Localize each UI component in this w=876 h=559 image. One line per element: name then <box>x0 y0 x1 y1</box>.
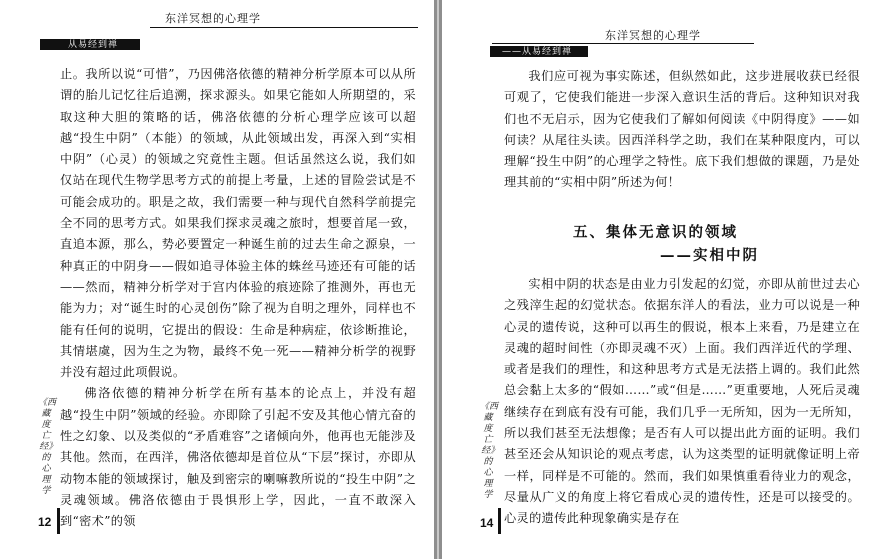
section-subtitle: ——实相中阴 <box>660 248 759 264</box>
section-title: 五、集体无意识的领域 <box>573 225 738 241</box>
page-number-bar <box>498 508 501 534</box>
paragraph: 止。我所以说“可惜”，乃因佛洛依德的精神分析学原本可以从所谓的胎儿记忆往后追溯，探求源头。如果它能如人所期望的，采取这种大胆的策略的话，佛洛依德的分析心理学应该可以超越“投生中阴”（本能）的领域，从此领域出发，再深入到“实相中阴”（心灵）的领域之究竟性主题。但话虽然这么说，我们如仅站在现代生物学思考方式的前提上考量，上述的冒险尝试是不可能会成功的。职是之故，我们需要一种与现代自然科学前提完全不同的思考方式。如果我们探求灵魂之旅时，想要首尾一致，直追本源，那么，势必要置定一种诞生前的过去生命之源泉，一种真正的中阴身——假如追寻体验主体的蛛丝马迹还有可能的话——然而，精神分析学对于宫内体验的痕迹除了推测外，再也无能为力；对“诞生时的心灵创伤”除了视为自明之理外，同样也不能有任何的说明，它提出的假设：生命是种病症，依诊断推论，其情堪虞，因为生之为物，最终不免一死——精神分析学的视野并没有超过此项假说。 <box>60 67 416 380</box>
side-label: 《西藏度亡经》的心理学 <box>480 402 499 500</box>
side-label: 《西藏度亡经》的心理学 <box>38 398 57 496</box>
paragraph: 我们应可视为事实陈述，但纵然如此，这步进展收获已经很可观了，它使我们能进一步深入意识生活的背后。这种知识对我们也不无启示，因为它使我们了解如何阅读《中阴得度》——如何读？从尾往头读。因西洋科学之助，我们在某种限度内，可以理解“投生中阴”的心理学之特性。底下我们想做的课题，乃是处理其前的“实相中阴”所述为何！ <box>504 69 860 190</box>
body-text-top <box>504 66 860 194</box>
header-rule <box>492 43 754 44</box>
page-number: 14 <box>480 516 494 530</box>
header-subtitle: 从易经到禅 <box>68 40 119 50</box>
body-text <box>60 64 416 533</box>
body-text-bottom <box>504 274 860 530</box>
paragraph: 佛洛依德的精神分析学在所有基本的论点上，并没有超越“投生中阴”领域的经验。亦即除了引起不安及其他心情亢奋的性之幻象、以及类似的“矛盾难容”之诸倾向外，他再也无能涉及其他。然而，在西洋，佛洛依德却是首位从“下层”探讨，亦即从动物本能的领域探讨，触及到密宗的喇嘛教所说的“投生中阴”之灵魂领域。佛洛依德由于畏惧形上学，因此，一直不敢深入到“密术”的领 <box>60 386 416 529</box>
book-spine <box>434 0 442 559</box>
left-page <box>0 0 434 559</box>
header-rule <box>150 27 418 28</box>
page-number-bar <box>57 508 60 534</box>
header-title: 东洋冥想的心理学 <box>165 12 261 25</box>
paragraph: 实相中阴的状态是由业力引发起的幻觉，亦即从前世过去心之残滓生起的幻觉状态。依据东洋人的看法，业力可以说是一种心灵的遗传说，这种可以再生的假说，根本上来看，乃是建立在灵魂的超时间性（亦即灵魂不灭）上面。我们西洋近代的学理、或者是我们的理性，和这种思考方式是无法搭上调的。我们此然总会黏上太多的“假如……”或“但是……”更重要地，人死后灵魂继续存在到底有没有可能，我们几乎一无所知，因为一无所知，所以我们甚至无法想像；是否有人可以提出此方面的证明。我们甚至还会从知识论的观点考虑，认为这类型的证明就像证明上帝一样，同样是不可能的。然而，我们如果慎重看待业力的观念，尽量从广义的角度上将它看成心灵的遗传性，还是可以接受的。心灵的遗传此种现象确实是存在 <box>504 277 860 526</box>
header-title: 东洋冥想的心理学 <box>605 29 701 42</box>
header-subtitle: ——从易经到禅 <box>502 47 573 57</box>
right-page <box>442 0 876 559</box>
page-number: 12 <box>38 515 52 529</box>
